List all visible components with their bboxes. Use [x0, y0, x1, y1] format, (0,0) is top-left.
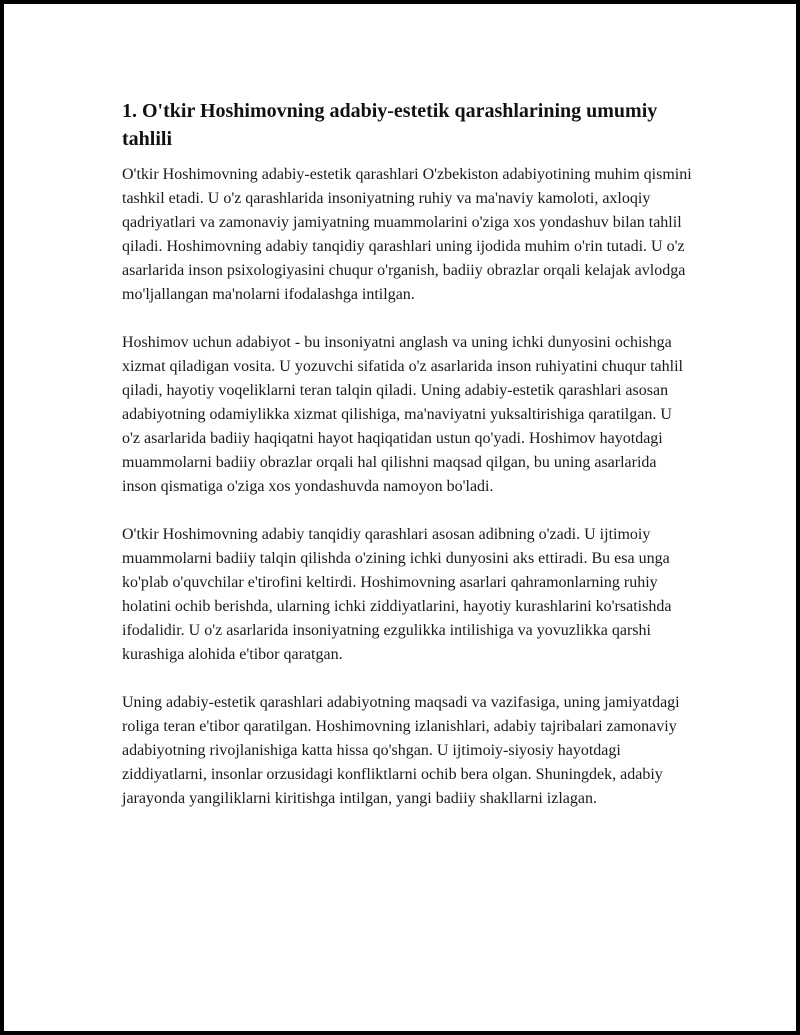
section-title: 1. O'tkir Hoshimovning adabiy-estetik qarashlarining umumiy tahlili: [122, 100, 658, 150]
paragraph-4: Uning adabiy-estetik qarashlari adabiyotning maqsadi va vazifasiga, uning jamiyatdagi roliga teran e'tibor qaratilgan. Hoshimovning izlanishlari, adabiy tajribalari zamonaviy adabiyotning rivojlanishiga katta hissa qo'shgan. U ijtimoiy-siyosiy hayotdagi ziddiyatlarni, insonlar orzusidagi konfliktlarni ochib bera olgan. Shuningdek, adabiy jarayonda yangiliklarni kiritishga intilgan, yangi badiiy shakllarni izlagan.: [122, 694, 680, 807]
document-body: [122, 97, 692, 835]
paragraph-2: Hoshimov uchun adabiyot - bu insoniyatni anglash va uning ichki dunyosini ochishga xizmat qiladigan vosita. U yozuvchi sifatida o'z asarlarida inson ruhiyatini chuqur tahlil qiladi, hayotiy voqeliklarni teran talqin qiladi. Uning adabiy-estetik qarashlari asosan adabiyotning odamiylikka xizmat qilishiga, ma'naviyatni yuksaltirishiga qaratilgan. U o'z asarlarida badiiy haqiqatni hayot haqiqatidan ustun qo'yadi. Hoshimov hayotdagi muammolarni badiiy obrazlar orqali hal qilishni maqsad qilgan, bu uning asarlarida inson qismatiga o'ziga xos yondashuvda namoyon bo'ladi.: [122, 334, 683, 495]
paragraph-3: O'tkir Hoshimovning adabiy tanqidiy qarashlari asosan adibning o'zadi. U ijtimoiy muammolarni badiiy talqin qilishda o'zining ichki dunyosini aks ettiradi. Bu esa unga ko'plab o'quvchilar e'tirofini keltirdi. Hoshimovning asarlari qahramonlarning ruhiy holatini ochib berishda, ularning ichki ziddiyatlarini, hayotiy kurashlarini ko'rsatishda ifodalidir. U o'z asarlarida insoniyatning ezgulikka intilishiga va yovuzlikka qarshi kurashiga alohida e'tibor qaratgan.: [122, 526, 672, 663]
paragraph-1: O'tkir Hoshimovning adabiy-estetik qarashlari O'zbekiston adabiyotining muhim qismini tashkil etadi. U o'z qarashlarida insoniyatning ruhiy va ma'naviy kamoloti, axloqiy qadriyatlari va zamonaviy jamiyatning muammolarini o'ziga xos yondashuv bilan tahlil qiladi. Hoshimovning adabiy tanqidiy qarashlari uning ijodida muhim o'rin tutadi. U o'z asarlarida inson psixologiyasini chuqur o'rganish, badiiy obrazlar orqali kelajak avlodga mo'ljallangan ma'nolarni ifodalashga intilgan.: [122, 166, 692, 303]
